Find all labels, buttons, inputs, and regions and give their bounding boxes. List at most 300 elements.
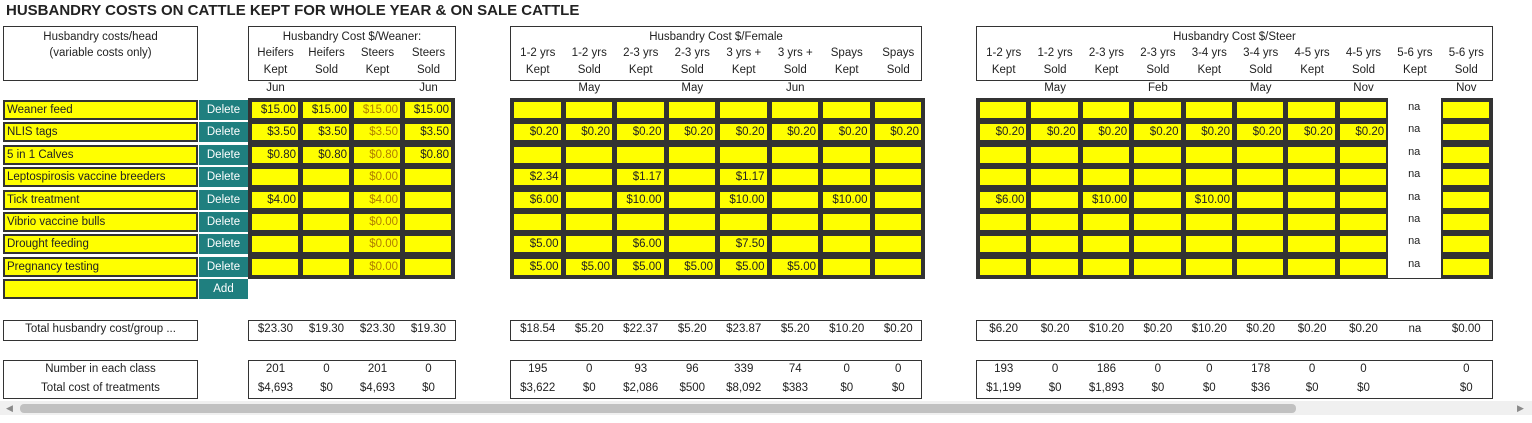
total-value: $0.20 (1040, 323, 1070, 335)
cost-cell[interactable]: $10.00 (615, 190, 666, 210)
cost-cell[interactable]: $5.00 (615, 257, 666, 277)
cost-cell[interactable]: $0.20 (821, 122, 872, 142)
cost-cell[interactable] (978, 100, 1028, 120)
cost-cell[interactable]: $0.80 (403, 145, 453, 165)
column-header-line1: Heifers (308, 47, 345, 59)
total-value: $0.20 (1143, 323, 1173, 335)
cost-cell[interactable] (1235, 167, 1285, 187)
cost-cell[interactable]: $5.00 (667, 257, 718, 277)
cost-cell[interactable]: $0.20 (564, 122, 615, 142)
group-header-0 (248, 26, 456, 81)
add-button[interactable]: Add (199, 279, 248, 299)
cost-cell[interactable] (1338, 257, 1388, 277)
cost-cell: $0.00 (352, 167, 402, 187)
cost-cell[interactable] (1029, 234, 1079, 254)
summary-rows (510, 360, 922, 399)
cost-cell[interactable]: $6.00 (978, 190, 1028, 210)
cost-cell[interactable] (1184, 167, 1234, 187)
total-label-box (3, 320, 198, 341)
cost-cell[interactable] (615, 212, 666, 232)
treatment-value: $383 (782, 382, 809, 394)
column-header-line2: Kept (365, 64, 390, 76)
cost-cell[interactable]: $7.50 (718, 234, 769, 254)
total-value: $0.00 (1451, 323, 1481, 335)
column-header-line2: Sold (1043, 64, 1067, 76)
cost-cell[interactable] (978, 257, 1028, 277)
total-value: $0.20 (1246, 323, 1276, 335)
cost-item-input[interactable]: Vibrio vaccine bulls (3, 212, 198, 232)
column-header-line2: Sold (680, 64, 704, 76)
cost-cell[interactable]: $15.00 (301, 100, 351, 120)
cost-cell[interactable]: $0.20 (512, 122, 563, 142)
cost-cell[interactable]: $5.00 (512, 257, 563, 277)
cost-cell[interactable]: $0.20 (1081, 122, 1131, 142)
cost-cell[interactable] (1081, 145, 1131, 165)
total-value: $19.30 (308, 323, 345, 335)
column-header-line2: Sold (577, 64, 601, 76)
number-value: 0 (586, 363, 593, 375)
column-header-line1: 5-6 yrs (1448, 47, 1484, 59)
cost-cell[interactable] (1029, 212, 1079, 232)
cost-cell[interactable]: $1.17 (615, 167, 666, 187)
cost-cell[interactable] (1441, 234, 1491, 254)
total-value: $0.20 (1297, 323, 1327, 335)
cost-cell[interactable] (564, 212, 615, 232)
column-header-line2: Kept (834, 64, 859, 76)
cost-cell[interactable]: $3.50 (403, 122, 453, 142)
cost-cell[interactable] (1184, 257, 1234, 277)
cost-cell[interactable] (250, 257, 300, 277)
total-label: Total husbandry cost/group ... (25, 323, 176, 335)
cost-cell[interactable] (1441, 212, 1491, 232)
cost-cell[interactable]: $5.00 (512, 234, 563, 254)
cost-cell: $0.00 (352, 212, 402, 232)
cost-cell[interactable] (512, 212, 563, 232)
summary-label-box (3, 360, 198, 399)
column-header-line1: 2-3 yrs (1088, 47, 1125, 59)
cost-cell[interactable] (873, 234, 924, 254)
total-value: $22.37 (623, 323, 659, 335)
column-header-line2: Sold (1351, 64, 1375, 76)
total-value: $5.20 (677, 323, 707, 335)
cost-cell[interactable] (1029, 100, 1079, 120)
cost-cell[interactable] (1441, 190, 1491, 210)
totals-row (248, 320, 456, 341)
na-value: na (1408, 168, 1421, 181)
cost-cell[interactable] (1235, 190, 1285, 210)
cost-cell[interactable] (667, 190, 718, 210)
cost-cell[interactable] (1081, 234, 1131, 254)
cost-cell[interactable]: $0.20 (667, 122, 718, 142)
cost-cell[interactable] (564, 145, 615, 165)
cost-cell: $4.00 (352, 190, 402, 210)
cost-cell[interactable]: $1.17 (718, 167, 769, 187)
treatment-value: $0 (320, 382, 333, 394)
corner-label-line1: Husbandry costs/head (43, 31, 158, 43)
cost-cell[interactable]: $10.00 (1081, 190, 1131, 210)
treatment-value: $1,893 (1088, 382, 1125, 394)
number-value: 201 (367, 363, 388, 375)
scrollbar-thumb[interactable] (20, 404, 1296, 413)
cost-cell[interactable] (770, 190, 821, 210)
treatment-value: $3,622 (520, 382, 556, 394)
cost-cell[interactable] (1081, 100, 1131, 120)
cost-cell[interactable] (1338, 212, 1388, 232)
cost-cell[interactable] (1286, 100, 1336, 120)
total-value: $18.54 (520, 323, 556, 335)
cost-cell[interactable] (978, 167, 1028, 187)
cost-cell[interactable]: $10.00 (821, 190, 872, 210)
treatment-value: $0 (840, 382, 854, 394)
column-header-line2: Sold (416, 64, 441, 76)
cost-cell[interactable] (873, 257, 924, 277)
cost-cell[interactable] (1235, 212, 1285, 232)
column-header-line1: 3 yrs + (726, 47, 762, 59)
cost-cell[interactable]: $6.00 (615, 234, 666, 254)
treatment-value: $4,693 (257, 382, 294, 394)
group-header-2 (976, 26, 1493, 81)
cost-cell: $0.00 (352, 257, 402, 277)
number-value: 195 (528, 363, 548, 375)
totals-row (510, 320, 922, 341)
cost-cell[interactable] (1235, 100, 1285, 120)
cost-cell[interactable] (1235, 145, 1285, 165)
cost-cell[interactable] (512, 100, 563, 120)
column-header-line2: Kept (1197, 64, 1222, 76)
cost-cell[interactable] (615, 100, 666, 120)
column-header-line2: Kept (1300, 64, 1324, 76)
cost-cell[interactable] (1286, 212, 1336, 232)
cost-cell[interactable] (1286, 167, 1336, 187)
cost-cell: $3.50 (352, 122, 402, 142)
na-value: na (1408, 257, 1421, 270)
summary-rows (248, 360, 456, 399)
cost-cell[interactable] (1286, 190, 1336, 210)
cost-cell[interactable] (1132, 190, 1182, 210)
treatment-value: $1,199 (986, 382, 1022, 394)
treatment-value: $0 (1151, 382, 1165, 394)
cost-cell[interactable] (667, 100, 718, 120)
cost-cell[interactable] (1286, 145, 1336, 165)
treatment-value: $36 (1251, 382, 1271, 394)
cost-cell[interactable]: $0.20 (873, 122, 924, 142)
cost-cell[interactable]: $0.20 (718, 122, 769, 142)
cost-cell[interactable] (667, 167, 718, 187)
number-value: 193 (994, 363, 1014, 375)
corner-label-box (3, 26, 198, 81)
cost-cell[interactable]: $0.20 (770, 122, 821, 142)
column-header-line2: Kept (731, 64, 756, 76)
cost-cell[interactable] (250, 212, 300, 232)
delete-button[interactable]: Delete (199, 122, 248, 142)
delete-button[interactable]: Delete (199, 234, 248, 254)
cost-cell[interactable] (1029, 145, 1079, 165)
number-value: 0 (1463, 363, 1470, 375)
cost-cell[interactable] (1029, 257, 1079, 277)
delete-button[interactable]: Delete (199, 212, 248, 232)
cost-cell[interactable] (564, 234, 615, 254)
cost-cell[interactable]: $0.80 (250, 145, 300, 165)
cost-cell[interactable] (978, 234, 1028, 254)
column-header-line1: 1-2 yrs (520, 47, 556, 59)
cost-cell[interactable] (718, 212, 769, 232)
treatment-label: Total cost of treatments (41, 382, 160, 394)
na-value: na (1408, 190, 1421, 203)
cost-cell[interactable] (1338, 167, 1388, 187)
cost-cell[interactable] (821, 257, 872, 277)
number-value: 178 (1251, 363, 1271, 375)
cost-cell[interactable] (873, 100, 924, 120)
column-header-line2: Sold (886, 64, 910, 76)
cost-cell[interactable] (873, 190, 924, 210)
column-header-line1: 2-3 yrs (623, 47, 659, 59)
cost-cell[interactable] (873, 167, 924, 187)
cost-cell: $0.80 (352, 145, 402, 165)
cost-cell[interactable] (1184, 212, 1234, 232)
column-header-line1: Spays (882, 47, 915, 59)
cost-cell[interactable] (615, 145, 666, 165)
column-header-line2: Sold (783, 64, 807, 76)
cost-cell[interactable] (301, 167, 351, 187)
number-value: 74 (788, 363, 802, 375)
cost-cell[interactable] (1132, 234, 1182, 254)
cost-cell[interactable] (770, 234, 821, 254)
column-header-line2: Sold (1146, 64, 1170, 76)
column-header-line1: 4-5 yrs (1294, 47, 1330, 59)
cost-cell[interactable]: $5.00 (564, 257, 615, 277)
cost-cell[interactable]: $0.20 (1286, 122, 1336, 142)
month-label: May (1044, 82, 1066, 94)
delete-button[interactable]: Delete (199, 190, 248, 210)
column-header-line1: 3-4 yrs (1243, 47, 1279, 59)
cost-cell[interactable]: $5.00 (770, 257, 821, 277)
column-header-line2: Kept (628, 64, 653, 76)
month-label: Nov (1353, 82, 1374, 94)
delete-button[interactable]: Delete (199, 145, 248, 165)
total-value: $23.30 (257, 323, 294, 335)
cost-cell[interactable] (873, 145, 924, 165)
cost-cell[interactable] (667, 212, 718, 232)
number-value: 0 (323, 363, 330, 375)
cost-cell[interactable] (403, 190, 453, 210)
cost-item-input[interactable]: Leptospirosis vaccine breeders (3, 167, 198, 187)
cost-cell[interactable] (770, 145, 821, 165)
cost-cell[interactable]: $10.00 (1184, 190, 1234, 210)
cost-cell[interactable] (403, 234, 453, 254)
column-header-line1: 2-3 yrs (1140, 47, 1176, 59)
cost-cell[interactable] (978, 212, 1028, 232)
cost-cell[interactable] (1132, 100, 1182, 120)
cost-cell[interactable]: $15.00 (250, 100, 300, 120)
delete-button[interactable]: Delete (199, 257, 248, 277)
treatment-value: $0 (1357, 382, 1370, 394)
column-header-line2: Sold (314, 64, 339, 76)
cost-cell[interactable] (1338, 190, 1388, 210)
cost-cell[interactable] (564, 190, 615, 210)
na-value: na (1408, 123, 1421, 136)
cost-cell[interactable] (1081, 167, 1131, 187)
cost-cell[interactable] (1184, 145, 1234, 165)
cost-cell[interactable]: $0.80 (301, 145, 351, 165)
new-item-input[interactable] (3, 279, 198, 299)
cost-cell[interactable] (403, 257, 453, 277)
cost-cell[interactable] (512, 145, 563, 165)
cost-cell[interactable] (1132, 212, 1182, 232)
treatment-value: $0 (1202, 382, 1216, 394)
cost-item-input[interactable]: Drought feeding (3, 234, 198, 254)
cost-cell[interactable] (1081, 257, 1131, 277)
cost-cell[interactable] (564, 167, 615, 187)
totals-row (976, 320, 1493, 341)
cost-cell[interactable] (821, 145, 872, 165)
group-title: Husbandry Cost $/Female (649, 31, 783, 43)
treatment-value: $0 (422, 382, 435, 394)
cost-cell[interactable] (301, 190, 351, 210)
cost-cell[interactable] (1441, 257, 1491, 277)
corner-label-line2: (variable costs only) (49, 47, 152, 59)
treatment-value: $0 (1305, 382, 1319, 394)
page-title: HUSBANDRY COSTS ON CATTLE KEPT FOR WHOLE YEAR & ON SALE CATTLE (6, 2, 580, 19)
delete-button[interactable]: Delete (199, 167, 248, 187)
number-value: 0 (843, 363, 850, 375)
cost-item-input[interactable]: Pregnancy testing (3, 257, 198, 277)
cost-cell[interactable]: $5.00 (718, 257, 769, 277)
cost-cell[interactable] (718, 100, 769, 120)
cost-cell[interactable] (1338, 234, 1388, 254)
cost-cell[interactable] (667, 234, 718, 254)
column-header-line2: Sold (1249, 64, 1273, 76)
month-label: May (578, 82, 601, 94)
cost-cell[interactable]: $0.20 (615, 122, 666, 142)
cost-cell[interactable]: $4.00 (250, 190, 300, 210)
cost-cell[interactable] (403, 212, 453, 232)
number-value: 339 (734, 363, 754, 375)
column-header-line1: 1-2 yrs (1037, 47, 1073, 59)
cost-cell[interactable] (564, 100, 615, 120)
cost-item-input[interactable]: 5 in 1 Calves (3, 145, 198, 165)
column-header-line2: Kept (1403, 64, 1427, 76)
column-header-line1: 3-4 yrs (1191, 47, 1227, 59)
cost-cell[interactable]: $0.20 (1132, 122, 1182, 142)
cost-cell[interactable] (770, 100, 821, 120)
scroll-right-icon[interactable]: ▶ (1517, 403, 1524, 413)
cost-cell[interactable] (1286, 257, 1336, 277)
column-header-line2: Kept (1094, 64, 1119, 76)
total-value: $19.30 (410, 323, 447, 335)
cost-cell[interactable] (1184, 234, 1234, 254)
cost-cell[interactable]: $0.20 (1029, 122, 1079, 142)
cost-cell[interactable] (403, 167, 453, 187)
number-value: 0 (895, 363, 902, 375)
total-value: $5.20 (574, 323, 604, 335)
month-label: Jun (419, 82, 438, 94)
cost-cell[interactable] (301, 212, 351, 232)
cost-cell[interactable] (1441, 167, 1491, 187)
cost-cell[interactable]: $0.20 (1184, 122, 1234, 142)
cost-cell[interactable]: $10.00 (718, 190, 769, 210)
cost-cell[interactable] (821, 234, 872, 254)
cost-cell[interactable]: $0.20 (1338, 122, 1388, 142)
total-value: $10.20 (1088, 323, 1125, 335)
cost-cell[interactable] (821, 212, 872, 232)
total-value: $0.20 (883, 323, 913, 335)
column-header-line1: Heifers (257, 47, 294, 59)
cost-cell[interactable]: $3.50 (301, 122, 351, 142)
total-value: na (1408, 323, 1422, 335)
cost-cell[interactable] (250, 167, 300, 187)
cost-cell[interactable] (821, 167, 872, 187)
cost-cell[interactable]: $6.00 (512, 190, 563, 210)
cost-cell[interactable] (821, 100, 872, 120)
summary-rows (976, 360, 1493, 399)
cost-cell[interactable] (250, 234, 300, 254)
cost-item-input[interactable]: Weaner feed (3, 100, 198, 120)
column-header-line1: Steers (411, 47, 446, 59)
cost-cell[interactable] (301, 257, 351, 277)
total-value: $0.20 (1349, 323, 1378, 335)
cost-cell[interactable] (1029, 167, 1079, 187)
cost-cell[interactable] (770, 167, 821, 187)
number-value: 93 (634, 363, 648, 375)
cost-cell[interactable] (1338, 145, 1388, 165)
cost-cell[interactable] (1132, 167, 1182, 187)
total-value: $23.87 (726, 323, 762, 335)
cost-cell[interactable] (770, 212, 821, 232)
cost-cell[interactable] (667, 145, 718, 165)
cost-cell[interactable] (1081, 212, 1131, 232)
cost-cell[interactable] (978, 145, 1028, 165)
cost-item-input[interactable]: NLIS tags (3, 122, 198, 142)
cost-cell[interactable] (1286, 234, 1336, 254)
cost-cell[interactable] (1441, 145, 1491, 165)
scroll-left-icon[interactable]: ◀ (6, 403, 13, 413)
cost-cell[interactable] (873, 212, 924, 232)
cost-cell[interactable] (1441, 100, 1491, 120)
cost-cell[interactable]: $0.20 (978, 122, 1028, 142)
horizontal-scrollbar[interactable] (0, 401, 1532, 415)
total-value: $10.20 (1191, 323, 1227, 335)
number-value: 0 (425, 363, 432, 375)
column-header-line1: 4-5 yrs (1345, 47, 1382, 59)
na-value: na (1408, 145, 1421, 158)
cost-cell[interactable] (1235, 257, 1285, 277)
delete-button[interactable]: Delete (199, 100, 248, 120)
cost-cell[interactable]: $3.50 (250, 122, 300, 142)
cost-cell[interactable] (1132, 145, 1182, 165)
column-header-line2: Kept (991, 64, 1016, 76)
cost-cell[interactable] (1235, 234, 1285, 254)
cost-cell[interactable] (301, 234, 351, 254)
number-value: 0 (1154, 363, 1162, 375)
cost-cell[interactable]: $0.20 (1235, 122, 1285, 142)
number-value: 0 (1206, 363, 1213, 375)
cost-cell[interactable]: $15.00 (403, 100, 453, 120)
cost-cell[interactable] (1441, 122, 1491, 142)
group-title: Husbandry Cost $/Weaner: (282, 31, 422, 43)
cost-cell[interactable] (1184, 100, 1234, 120)
cost-cell[interactable] (1029, 190, 1079, 210)
month-label: May (681, 82, 704, 94)
cost-item-input[interactable]: Tick treatment (3, 190, 198, 210)
number-label: Number in each class (45, 363, 156, 375)
cost-cell[interactable] (718, 145, 769, 165)
cost-cell[interactable] (1338, 100, 1388, 120)
total-value: $6.20 (989, 323, 1019, 335)
cost-cell[interactable]: $2.34 (512, 167, 563, 187)
column-header-line1: 5-6 yrs (1397, 47, 1433, 59)
cost-cell[interactable] (1132, 257, 1182, 277)
column-header-line2: Kept (263, 64, 288, 76)
